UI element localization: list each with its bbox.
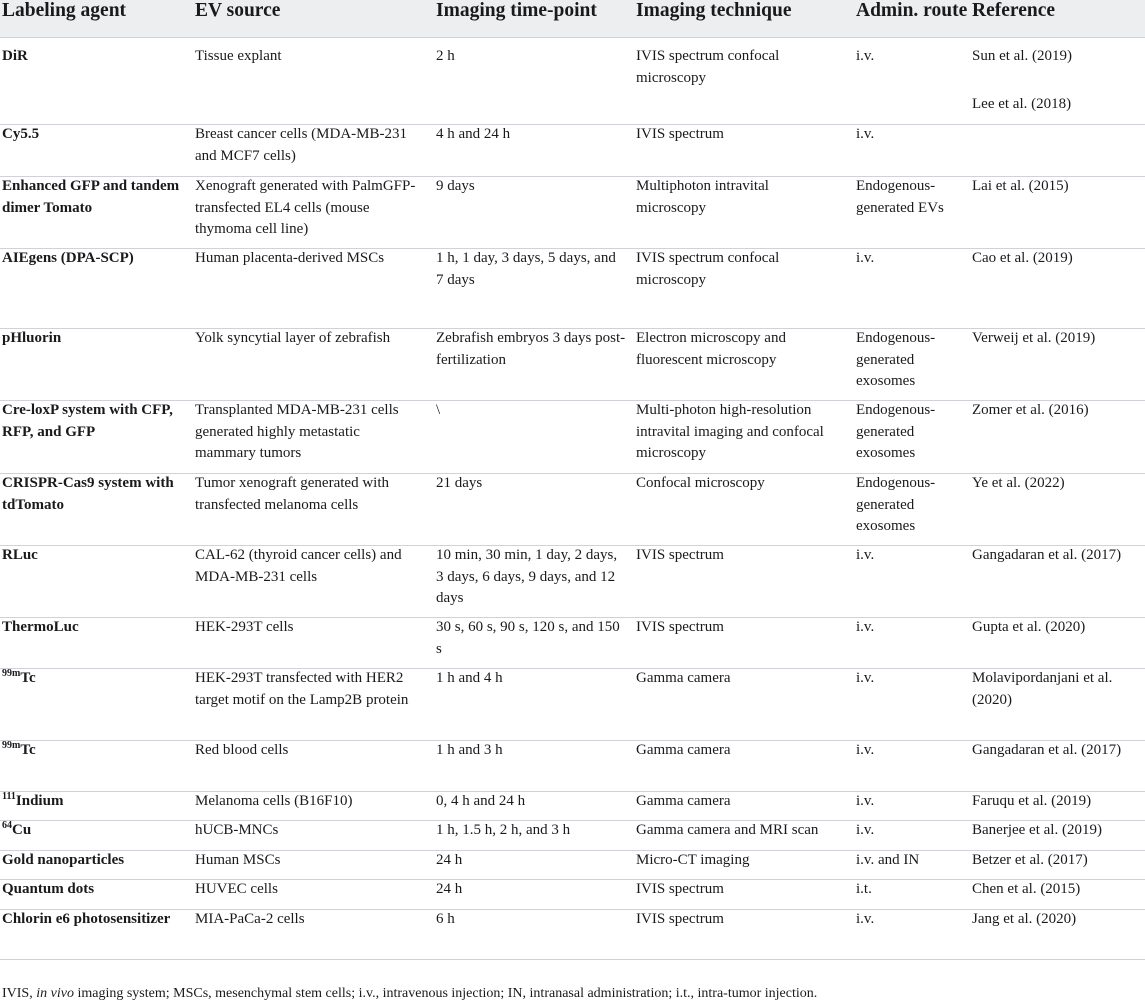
header-ev-source: EV source (195, 0, 281, 21)
table-row (0, 46, 1145, 94)
isotope-superscript: 99m (2, 668, 21, 679)
cell-admin-route: i.v. (856, 822, 875, 838)
cell-imaging-technique: IVIS spectrum (636, 619, 724, 635)
cell-labeling-agent (2, 473, 187, 516)
table-row (0, 94, 1145, 125)
cell-ev-source: Breast cancer cells (MDA-MB-231 and MCF7 cells) (195, 126, 408, 164)
cell-ev-source: Transplanted MDA-MB-231 cells generated highly metastatic mammary tumors (195, 402, 399, 461)
cell-ev-source: HUVEC cells (195, 881, 278, 897)
cell-labeling-agent (2, 400, 187, 443)
agent-name: Indium (15, 793, 64, 809)
isotope-superscript: 64 (2, 820, 12, 831)
cell-admin-route: i.v. (856, 793, 875, 809)
cell-admin-route: i.v. (856, 250, 875, 266)
cell-imaging-technique: Confocal microscopy (636, 475, 765, 491)
agent-name: ThermoLuc (2, 619, 79, 635)
cell-reference: Gangadaran et al. (2017) (972, 742, 1122, 758)
cell-imaging-technique: IVIS spectrum (636, 881, 724, 897)
cell-imaging-time-point: 1 h, 1.5 h, 2 h, and 3 h (436, 822, 571, 838)
cell-reference: Ye et al. (2022) (972, 475, 1065, 491)
cell-imaging-technique: Multiphoton intravital microscopy (636, 178, 769, 216)
cell-imaging-technique: Micro-CT imaging (636, 852, 750, 868)
cell-imaging-time-point: 24 h (436, 881, 463, 897)
cell-imaging-time-point: 10 min, 30 min, 1 day, 2 days, 3 days, 6 days, 9 days, and 12 days (436, 547, 618, 606)
table-row (0, 668, 1145, 741)
cell-imaging-technique: IVIS spectrum (636, 126, 724, 142)
cell-reference: Lai et al. (2015) (972, 178, 1069, 194)
cell-labeling-agent (2, 124, 187, 146)
cell-admin-route: Endogenous-generated EVs (856, 178, 944, 216)
cell-imaging-technique: Multi-photon high-resolution intravital imaging and confocal microscopy (636, 402, 824, 461)
cell-labeling-agent (2, 879, 187, 901)
cell-admin-route: i.v. (856, 742, 875, 758)
agent-name: Chlorin e6 photosensitizer (2, 911, 171, 927)
table-row (0, 740, 1145, 792)
cell-reference: Molavipordanjani et al. (2020) (972, 670, 1113, 708)
agent-name: CRISPR-Cas9 system with tdTomato (2, 475, 174, 513)
cell-ev-source: hUCB-MNCs (195, 822, 279, 838)
cell-labeling-agent (2, 668, 187, 690)
cell-ev-source: Melanoma cells (B16F10) (195, 793, 353, 809)
cell-imaging-time-point: 30 s, 60 s, 90 s, 120 s, and 150 s (436, 619, 620, 657)
cell-reference: Zomer et al. (2016) (972, 402, 1089, 418)
table-row (0, 909, 1145, 960)
agent-name: Quantum dots (2, 881, 95, 897)
cell-ev-source: HEK-293T transfected with HER2 target motif on the Lamp2B protein (195, 670, 409, 708)
table-row (0, 124, 1145, 177)
cell-imaging-time-point: Zebrafish embryos 3 days post-fertilization (436, 330, 626, 368)
agent-name: Cy5.5 (2, 126, 40, 142)
table-row (0, 879, 1145, 910)
cell-imaging-technique: Electron microscopy and fluorescent microscopy (636, 330, 786, 368)
table-row (0, 248, 1145, 329)
cell-admin-route: i.v. (856, 619, 875, 635)
cell-admin-route: Endogenous-generated exosomes (856, 402, 936, 461)
isotope-superscript: 111 (2, 791, 16, 802)
cell-labeling-agent (2, 248, 187, 270)
cell-labeling-agent (2, 617, 187, 639)
cell-reference: Verweij et al. (2019) (972, 330, 1096, 346)
cell-imaging-time-point: 1 h, 1 day, 3 days, 5 days, and 7 days (436, 250, 616, 288)
cell-ev-source: MIA-PaCa-2 cells (195, 911, 305, 927)
header-imaging-technique: Imaging technique (636, 0, 792, 21)
cell-imaging-technique: Gamma camera and MRI scan (636, 822, 819, 838)
cell-ev-source: CAL-62 (thyroid cancer cells) and MDA-MB-231 cells (195, 547, 402, 585)
table-row (0, 545, 1145, 618)
cell-labeling-agent (2, 545, 187, 567)
table-row (0, 328, 1145, 401)
cell-imaging-technique: Gamma camera (636, 742, 731, 758)
cell-reference: Cao et al. (2019) (972, 250, 1073, 266)
cell-ev-source: Tissue explant (195, 48, 282, 64)
agent-name: Cre-loxP system with CFP, RFP, and GFP (2, 402, 173, 440)
cell-reference: Banerjee et al. (2019) (972, 822, 1102, 838)
agent-name: Cu (12, 822, 32, 838)
header-labeling-agent: Labeling agent (2, 0, 127, 21)
table-row (0, 820, 1145, 851)
cell-admin-route: i.v. (856, 547, 875, 563)
cell-labeling-agent (2, 46, 187, 68)
header-reference: Reference (972, 0, 1055, 21)
cell-reference: Chen et al. (2015) (972, 881, 1081, 897)
header-imaging-time-point: Imaging time-point (436, 0, 597, 21)
cell-ev-source: Red blood cells (195, 742, 289, 758)
cell-ev-source: Yolk syncytial layer of zebrafish (195, 330, 391, 346)
cell-imaging-technique: Gamma camera (636, 793, 731, 809)
cell-imaging-time-point: 2 h (436, 48, 455, 64)
cell-labeling-agent (2, 791, 187, 813)
cell-imaging-technique: Gamma camera (636, 670, 731, 686)
table-header (0, 0, 1145, 38)
table-footnote (2, 985, 817, 1003)
cell-imaging-time-point: \ (436, 402, 441, 418)
cell-ev-source: HEK-293T cells (195, 619, 294, 635)
header-admin-route: Admin. route (856, 0, 968, 21)
table-row (0, 791, 1145, 821)
cell-imaging-time-point: 24 h (436, 852, 463, 868)
cell-reference: Jang et al. (2020) (972, 911, 1077, 927)
cell-imaging-time-point: 4 h and 24 h (436, 126, 511, 142)
cell-labeling-agent (2, 820, 187, 842)
cell-admin-route: i.v. (856, 670, 875, 686)
cell-ev-source: Human placenta-derived MSCs (195, 250, 385, 266)
cell-reference: Lee et al. (2018) (972, 96, 1072, 112)
agent-name: Tc (20, 742, 36, 758)
cell-imaging-time-point: 1 h and 3 h (436, 742, 503, 758)
agent-name: AIEgens (DPA-SCP) (2, 250, 134, 266)
cell-labeling-agent (2, 850, 187, 872)
cell-admin-route: i.v. (856, 126, 875, 142)
agent-name: DiR (2, 48, 28, 64)
footnote-part-2: imaging system; MSCs, mesenchymal stem cells; i.v., intravenous injection; IN, intranasal administration; i.t., intra-tumor injection. (73, 986, 818, 1001)
isotope-superscript: 99m (2, 740, 21, 751)
cell-ev-source: Human MSCs (195, 852, 281, 868)
table-row (0, 850, 1145, 880)
cell-reference: Sun et al. (2019) (972, 48, 1072, 64)
footnote-italic: in vivo (36, 986, 74, 1001)
cell-imaging-time-point: 6 h (436, 911, 455, 927)
cell-admin-route: Endogenous-generated exosomes (856, 330, 936, 389)
cell-ev-source: Xenograft generated with PalmGFP-transfected EL4 cells (mouse thymoma cell line) (195, 178, 416, 237)
table-row (0, 473, 1145, 546)
agent-name: RLuc (2, 547, 38, 563)
cell-admin-route: i.v. (856, 911, 875, 927)
cell-admin-route: i.v. and IN (856, 852, 920, 868)
cell-imaging-technique: IVIS spectrum confocal microscopy (636, 250, 780, 288)
agent-name: Gold nanoparticles (2, 852, 125, 868)
cell-reference: Betzer et al. (2017) (972, 852, 1088, 868)
agent-name: Tc (20, 670, 36, 686)
cell-admin-route: i.v. (856, 48, 875, 64)
cell-labeling-agent (2, 740, 187, 762)
cell-labeling-agent (2, 328, 187, 350)
cell-imaging-time-point: 21 days (436, 475, 483, 491)
cell-reference: Faruqu et al. (2019) (972, 793, 1092, 809)
table-row (0, 176, 1145, 249)
cell-imaging-time-point: 0, 4 h and 24 h (436, 793, 526, 809)
cell-imaging-technique: IVIS spectrum (636, 547, 724, 563)
cell-labeling-agent (2, 176, 187, 219)
cell-reference: Gangadaran et al. (2017) (972, 547, 1122, 563)
table-row (0, 617, 1145, 669)
cell-admin-route: i.t. (856, 881, 872, 897)
cell-labeling-agent (2, 909, 187, 931)
agent-name: Enhanced GFP and tandem dimer Tomato (2, 178, 180, 216)
agent-name: pHluorin (2, 330, 62, 346)
cell-imaging-time-point: 9 days (436, 178, 475, 194)
footnote-part-1: IVIS, (2, 986, 37, 1001)
cell-ev-source: Tumor xenograft generated with transfected melanoma cells (195, 475, 389, 513)
cell-imaging-technique: IVIS spectrum confocal microscopy (636, 48, 780, 86)
table-row (0, 400, 1145, 474)
cell-reference: Gupta et al. (2020) (972, 619, 1086, 635)
cell-imaging-time-point: 1 h and 4 h (436, 670, 503, 686)
cell-imaging-technique: IVIS spectrum (636, 911, 724, 927)
cell-admin-route: Endogenous-generated exosomes (856, 475, 936, 534)
